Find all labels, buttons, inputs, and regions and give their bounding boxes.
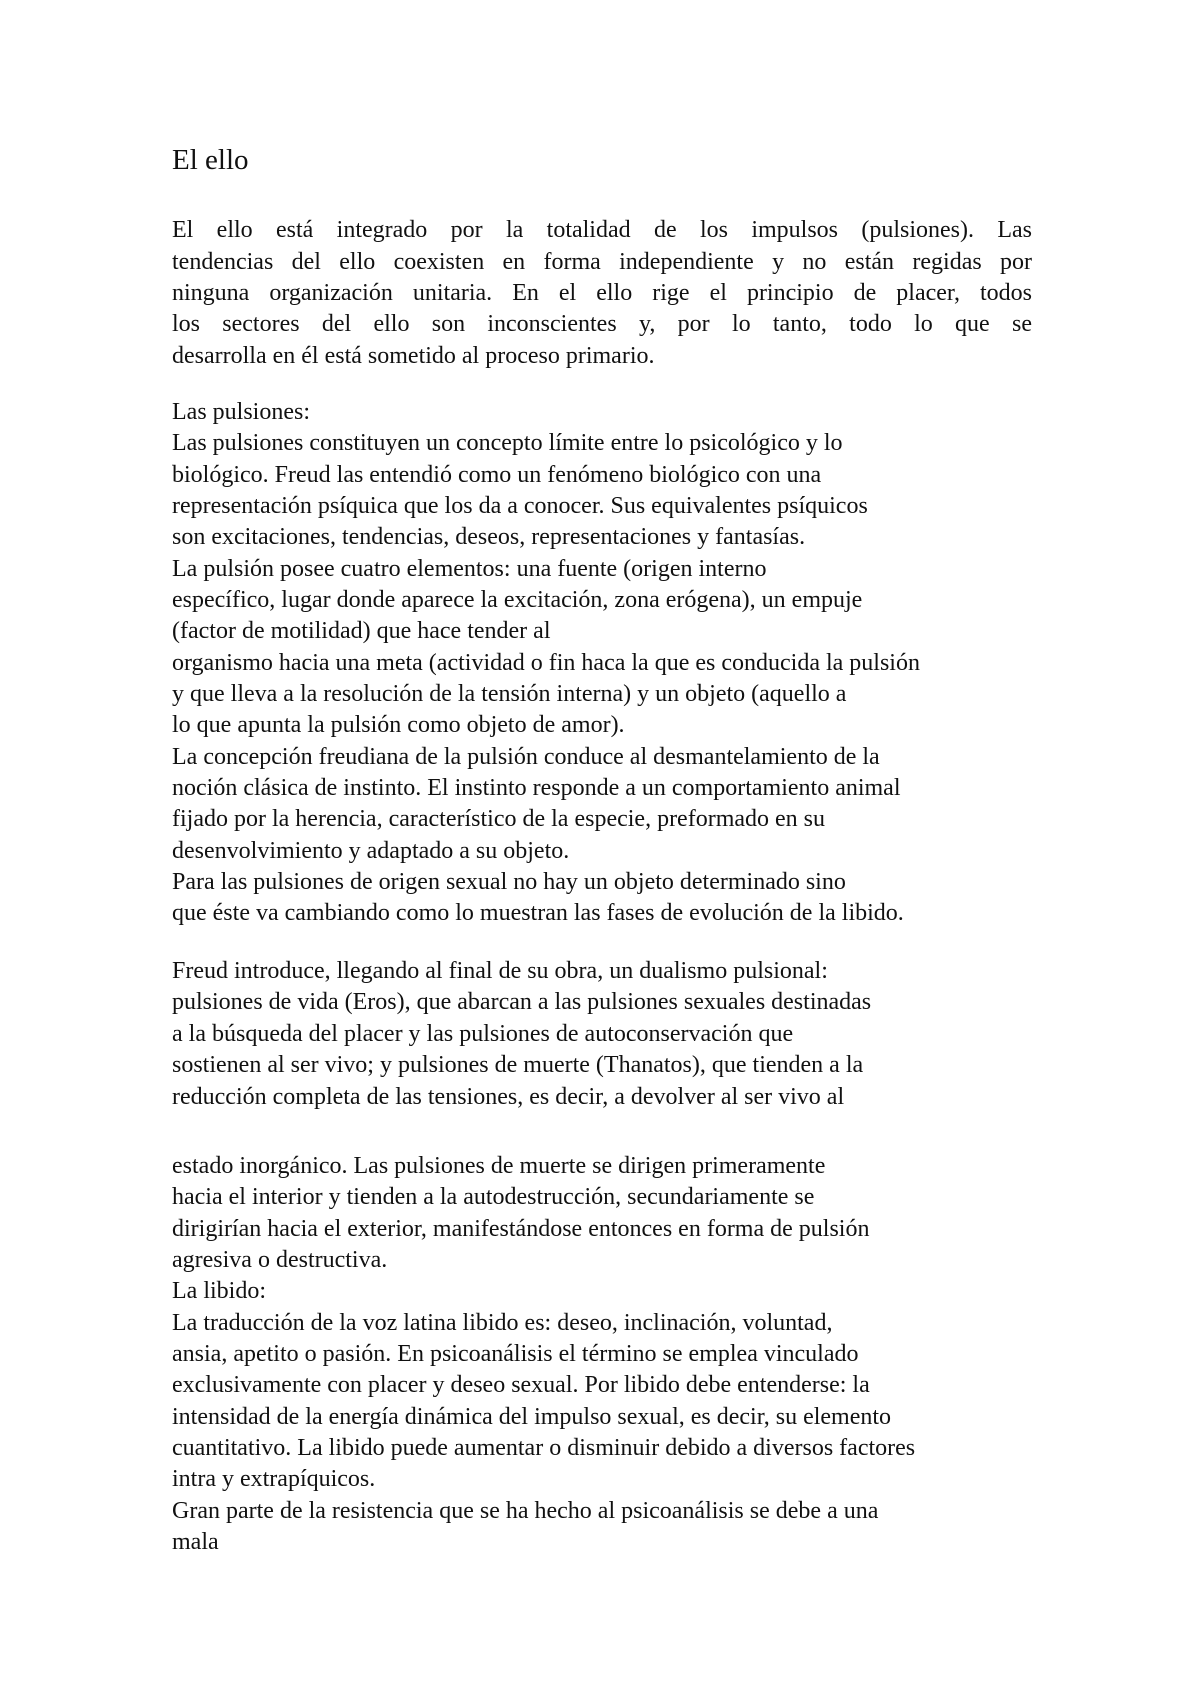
text-line: La pulsión posee cuatro elementos: una fuente (origen interno <box>172 556 767 582</box>
text-line: ninguna organización unitaria. En el ello rige el principio de placer, todos <box>172 280 1032 306</box>
text-line: mala <box>172 1529 219 1555</box>
text-line: Las pulsiones: <box>172 399 310 425</box>
text-line: El ello está integrado por la totalidad de los impulsos (pulsiones). Las <box>172 217 1032 243</box>
text-line: Las pulsiones constituyen un concepto límite entre lo psicológico y lo <box>172 430 843 456</box>
text-line: reducción completa de las tensiones, es decir, a devolver al ser vivo al <box>172 1084 845 1110</box>
text-line: organismo hacia una meta (actividad o fin haca la que es conducida la pulsión <box>172 650 920 676</box>
text-line: Para las pulsiones de origen sexual no hay un objeto determinado sino <box>172 869 846 895</box>
text-line: que éste va cambiando como lo muestran las fases de evolución de la libido. <box>172 900 904 926</box>
text-line: son excitaciones, tendencias, deseos, representaciones y fantasías. <box>172 524 806 550</box>
text-line: exclusivamente con placer y deseo sexual. Por libido debe entenderse: la <box>172 1372 870 1398</box>
text-line: dirigirían hacia el exterior, manifestándose entonces en forma de pulsión <box>172 1216 870 1242</box>
text-line: La libido: <box>172 1278 266 1304</box>
text-line: Gran parte de la resistencia que se ha hecho al psicoanálisis se debe a una <box>172 1498 879 1524</box>
text-line: Freud introduce, llegando al final de su obra, un dualismo pulsional: <box>172 958 828 984</box>
text-line: y que lleva a la resolución de la tensión interna) y un objeto (aquello a <box>172 681 847 707</box>
text-line: cuantitativo. La libido puede aumentar o disminuir debido a diversos factores <box>172 1435 916 1461</box>
text-line: pulsiones de vida (Eros), que abarcan a las pulsiones sexuales destinadas <box>172 989 872 1015</box>
text-line: sostienen al ser vivo; y pulsiones de muerte (Thanatos), que tienden a la <box>172 1052 864 1078</box>
text-line: los sectores del ello son inconscientes y, por lo tanto, todo lo que se <box>172 311 1032 337</box>
text-line: lo que apunta la pulsión como objeto de amor). <box>172 712 625 738</box>
text-line: La traducción de la voz latina libido es: deseo, inclinación, voluntad, <box>172 1310 833 1336</box>
text-line: hacia el interior y tienden a la autodestrucción, secundariamente se <box>172 1184 815 1210</box>
text-line: desarrolla en él está sometido al proceso primario. <box>172 343 655 369</box>
text-line: representación psíquica que los da a conocer. Sus equivalentes psíquicos <box>172 493 868 519</box>
text-line: específico, lugar donde aparece la excitación, zona erógena), un empuje <box>172 587 863 613</box>
text-line: ansia, apetito o pasión. En psicoanálisis el término se emplea vinculado <box>172 1341 859 1367</box>
text-line: agresiva o destructiva. <box>172 1247 388 1273</box>
text-line: intra y extrapíquicos. <box>172 1466 376 1492</box>
text-line: noción clásica de instinto. El instinto responde a un comportamiento animal <box>172 775 901 801</box>
text-line: tendencias del ello coexisten en forma independiente y no están regidas por <box>172 249 1032 275</box>
text-line: La concepción freudiana de la pulsión conduce al desmantelamiento de la <box>172 744 880 770</box>
document-title: El ello <box>172 144 249 176</box>
text-line: estado inorgánico. Las pulsiones de muerte se dirigen primeramente <box>172 1153 826 1179</box>
text-line: a la búsqueda del placer y las pulsiones de autoconservación que <box>172 1021 794 1047</box>
text-line: (factor de motilidad) que hace tender al <box>172 618 551 644</box>
text-line: desenvolvimiento y adaptado a su objeto. <box>172 838 570 864</box>
text-line: fijado por la herencia, característico de la especie, preformado en su <box>172 806 826 832</box>
text-line: biológico. Freud las entendió como un fenómeno biológico con una <box>172 462 822 488</box>
text-line: intensidad de la energía dinámica del impulso sexual, es decir, su elemento <box>172 1404 892 1430</box>
